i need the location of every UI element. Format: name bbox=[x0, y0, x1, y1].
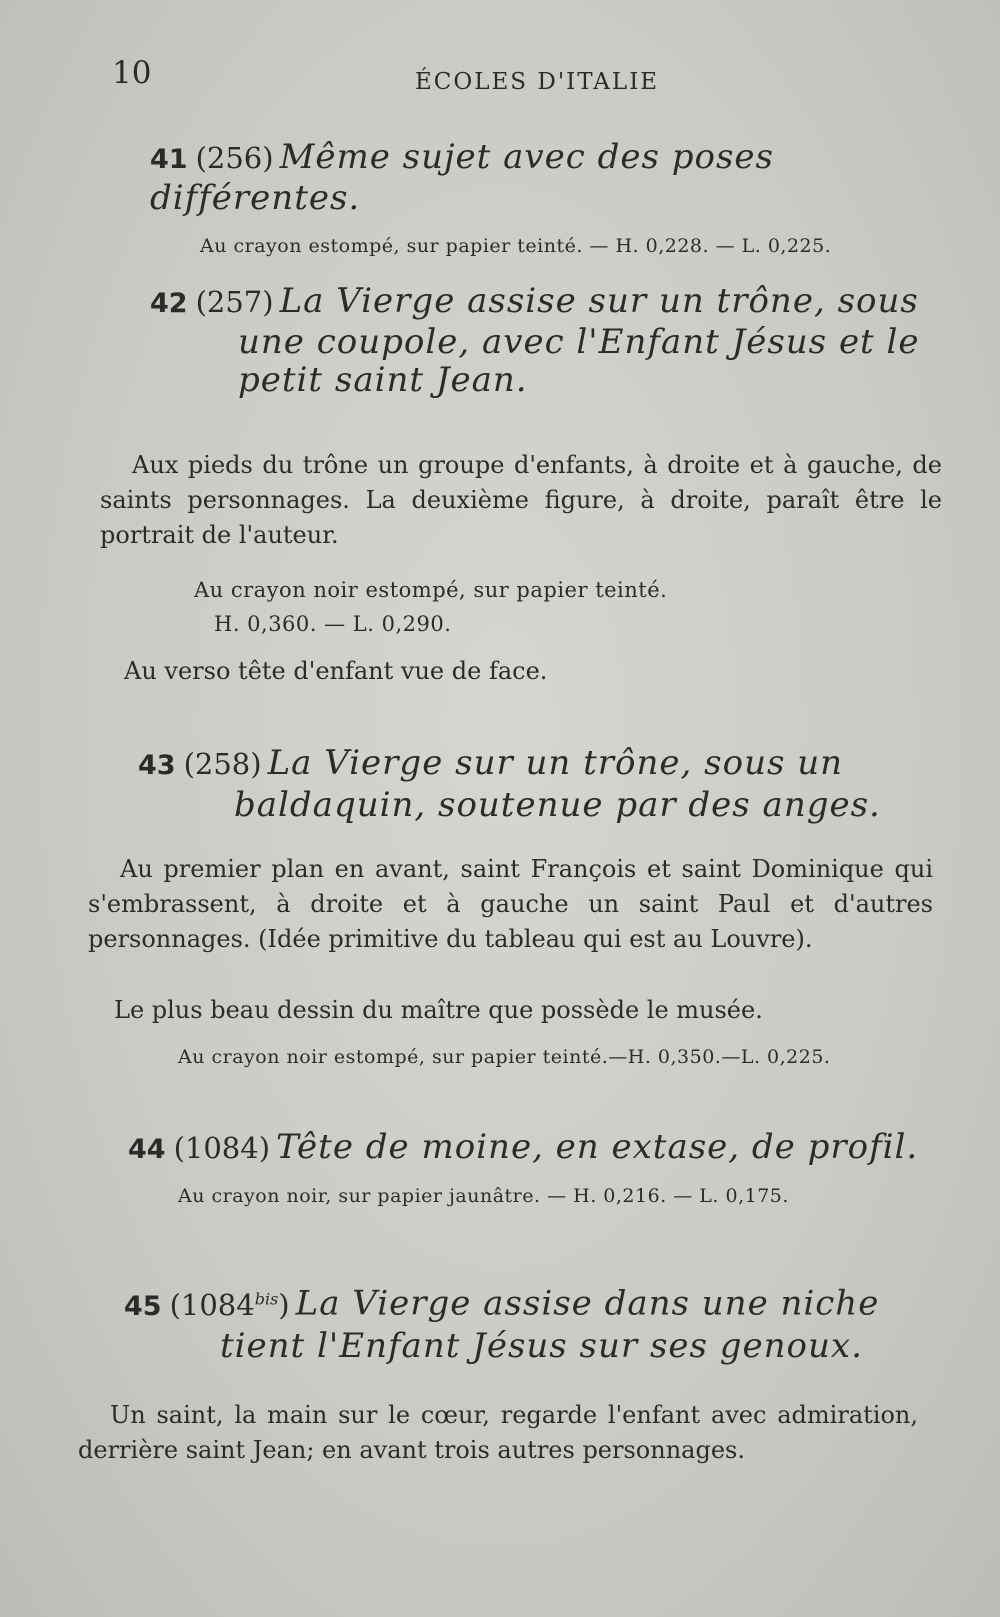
entry-reference: (258) bbox=[183, 747, 262, 781]
entry-description: Un saint, la main sur le cœur, regarde l'enfant avec admiration, derrière saint Jean; en avant trois autres personnages. bbox=[78, 1401, 918, 1464]
entry-note: Le plus beau dessin du maître que possède le musée. bbox=[114, 996, 763, 1024]
page-number: 10 bbox=[112, 55, 152, 91]
entry-heading bbox=[138, 744, 948, 785]
entry-technique: Au crayon noir estompé, sur papier teinté.—H. 0,350.—L. 0,225. bbox=[178, 1046, 831, 1068]
catalog-entry-45 bbox=[124, 1280, 954, 1366]
entry-reference: (256) bbox=[195, 141, 274, 175]
entry-description: Au premier plan en avant, saint François et saint Dominique qui s'embrassent, à droite et à gauche un saint Paul et d'autres personnages. (Idée primitive du tableau qui est au Louvre). bbox=[88, 855, 933, 953]
entry-number: 44 bbox=[128, 1134, 166, 1165]
entry-heading bbox=[150, 138, 950, 217]
page-header bbox=[0, 55, 1000, 105]
entry-number: 45 bbox=[124, 1290, 162, 1322]
entry-title: Tête de moine, en extase, de profil. bbox=[276, 1127, 919, 1167]
entry-reference: (257) bbox=[195, 285, 274, 319]
catalog-entry-44 bbox=[128, 1128, 948, 1207]
entry-heading bbox=[124, 1280, 954, 1326]
entry-description: Aux pieds du trône un groupe d'enfants, à droite et à gauche, de saints personnages. La deuxième figure, à droite, paraît être le portrait de l'auteur. bbox=[100, 451, 942, 549]
entry-title: La Vierge sur un trône, sous un bbox=[267, 743, 844, 783]
entry-reference bbox=[170, 1288, 290, 1322]
entry-reference-suffix: bis bbox=[254, 1289, 279, 1308]
entry-reference-close: ) bbox=[278, 1287, 290, 1322]
entry-reference-number: (1084 bbox=[169, 1287, 255, 1322]
entry-title: La Vierge assise sur un trône, sous bbox=[279, 281, 919, 321]
entry-title-continued: tient l'Enfant Jésus sur ses genoux. bbox=[220, 1325, 863, 1366]
entry-technique: Au crayon noir, sur papier jaunâtre. — H. 0,216. — L. 0,175. bbox=[178, 1185, 789, 1207]
entry-title-continued: baldaquin, soutenue par des anges. bbox=[234, 785, 881, 825]
entry-title: La Vierge assise dans une niche bbox=[295, 1283, 880, 1324]
entry-technique: Au crayon noir estompé, sur papier teinté. bbox=[194, 578, 668, 602]
entry-number: 41 bbox=[150, 144, 188, 175]
entry-technique: Au crayon estompé, sur papier teinté. — H. 0,228. — L. 0,225. bbox=[200, 235, 832, 257]
entry-heading bbox=[150, 282, 950, 323]
entry-number: 42 bbox=[150, 288, 188, 319]
catalog-entry-43 bbox=[138, 744, 948, 825]
entry-heading bbox=[128, 1128, 948, 1169]
entry-title-continued: petit saint Jean. bbox=[238, 360, 528, 400]
catalog-entry-41 bbox=[150, 138, 950, 257]
entry-number: 43 bbox=[138, 750, 176, 781]
entry-note: Au verso tête d'enfant vue de face. bbox=[124, 657, 548, 685]
entry-reference: (1084) bbox=[173, 1131, 271, 1165]
entry-title-continued: une coupole, avec l'Enfant Jésus et le bbox=[238, 322, 920, 362]
catalog-entry-42 bbox=[150, 282, 950, 399]
entry-title: Même sujet avec des poses différentes. bbox=[150, 137, 774, 218]
entry-dimensions: H. 0,360. — L. 0,290. bbox=[214, 612, 452, 636]
running-title: ÉCOLES D'ITALIE bbox=[415, 69, 660, 95]
